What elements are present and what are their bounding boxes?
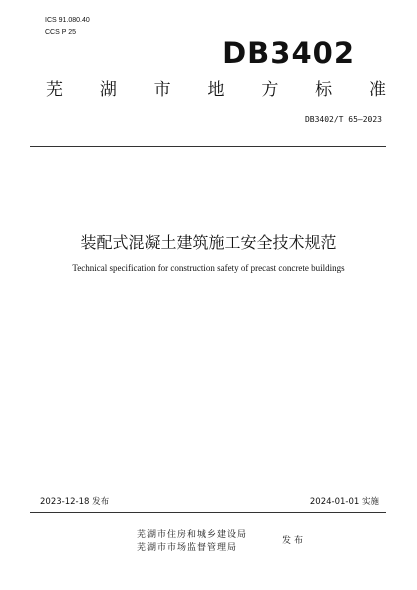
standard-type-char: 方 xyxy=(261,80,279,100)
effective-date: 2024-01-01 实施 xyxy=(309,497,379,507)
standard-number: DB3402/T 65—2023 xyxy=(304,115,382,124)
bottom-divider xyxy=(30,512,386,513)
ics-code: ICS 91.080.40 xyxy=(45,17,90,24)
standard-type-char: 湖 xyxy=(99,80,117,100)
standard-type-char: 市 xyxy=(153,80,171,100)
publish-label: 发布 xyxy=(282,536,307,546)
standard-type xyxy=(46,80,386,100)
standard-type-char: 地 xyxy=(207,80,225,100)
ccs-code: CCS P 25 xyxy=(45,29,76,36)
standard-type-char: 标 xyxy=(315,80,333,100)
standard-type-char: 准 xyxy=(368,80,386,100)
top-divider xyxy=(30,146,386,147)
publisher-market-bureau: 芜湖市市场监督管理局 xyxy=(137,543,238,553)
document-subtitle: Technical specification for construction safety of precast concrete buildings xyxy=(72,263,345,273)
publisher-housing-bureau: 芜湖市住房和城乡建设局 xyxy=(137,530,248,540)
document-title: 装配式混凝土建筑施工安全技术规范 xyxy=(80,233,337,252)
standard-type-char: 芜 xyxy=(46,80,63,100)
standard-logo: DB3402 xyxy=(222,36,355,70)
issue-date: 2023-12-18 发布 xyxy=(40,497,110,507)
